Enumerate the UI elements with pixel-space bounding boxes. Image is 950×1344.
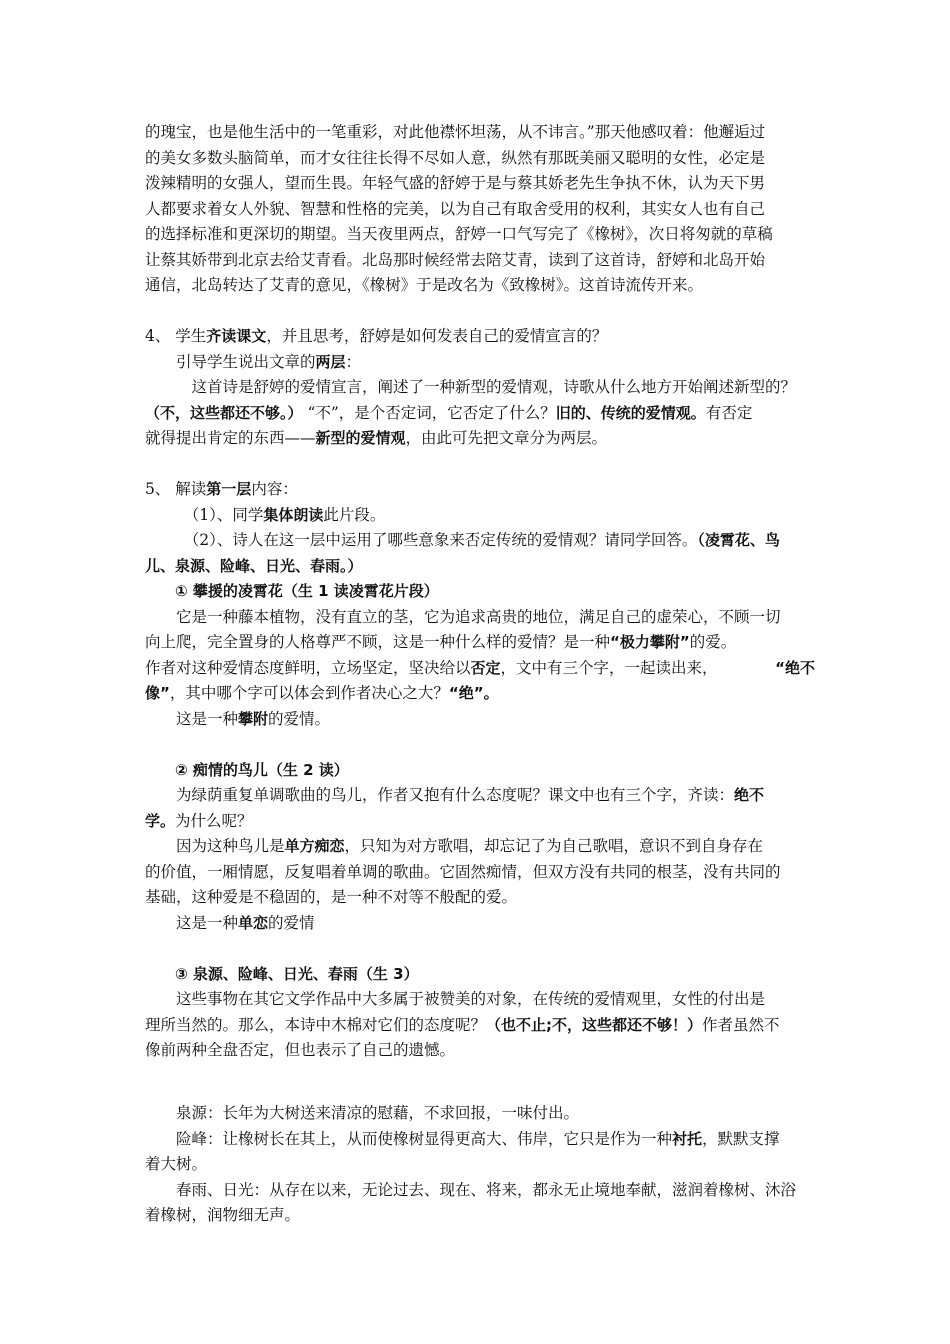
text: 这是一种 bbox=[176, 709, 239, 728]
text-line: 的瑰宝，也是他生活中的一笔重彩，对此他襟怀坦荡，从不讳言。”那天他感叹着：他邂逅过 bbox=[145, 123, 766, 141]
bold-text: 单恋 bbox=[238, 913, 269, 932]
bold-text: 两层 bbox=[315, 352, 346, 371]
text: 的爱情。 bbox=[268, 709, 331, 728]
text-line bbox=[145, 401, 815, 427]
text-line bbox=[145, 783, 815, 809]
item-2-continued bbox=[145, 554, 815, 580]
section-5-heading bbox=[145, 477, 815, 503]
bold-text: 旧的、传统的爱情观。 bbox=[555, 403, 706, 422]
text: 理所当然的。那么，本诗中木棉对它们的态度呢？ bbox=[145, 1015, 487, 1034]
bold-text: 第一层 bbox=[206, 480, 252, 498]
text: ，并且思考，舒婷是如何发表自己的爱情宣言的？ bbox=[266, 327, 608, 345]
bold-text: （也不止;不，这些都还不够！） bbox=[486, 1015, 703, 1034]
subsection-1-title: ① 攀援的凌霄花（生 1 读凌霄花片段） bbox=[175, 582, 439, 600]
text-line bbox=[145, 656, 815, 682]
bold-text: “绝不 bbox=[775, 658, 815, 677]
text-line bbox=[145, 809, 815, 835]
text-line: 像前两种全盘否定，但也表示了自己的遗憾。 bbox=[145, 1041, 456, 1059]
text: 4、 学生 bbox=[145, 327, 207, 345]
text-line: 的选择标准和更深切的期望。当天夜里两点，舒婷一口气写完了《橡树》，次日将匆就的草稿 bbox=[145, 225, 773, 243]
text-line: 的美女多数头脑简单，而才女往往长得不尽如人意，纵然有那既美丽又聪明的女性，必定是 bbox=[145, 148, 766, 167]
text-line bbox=[145, 1013, 815, 1039]
text: （1）、同学 bbox=[183, 505, 264, 524]
text-line: 着大树。 bbox=[145, 1155, 208, 1173]
bold-text: 否定 bbox=[470, 658, 501, 677]
text-line: 泼辣精明的女强人，望而生畏。年轻气盛的舒婷于是与蔡其娇老先生争执不休，认为天下男 bbox=[145, 174, 766, 192]
peak-line bbox=[145, 1127, 815, 1153]
text-line: 它是一种藤本植物，没有直立的茎，它为追求高贵的地位，满足自己的虚荣心，不顾一切 bbox=[176, 607, 781, 626]
text: 作者对这种爱情态度鲜明，立场坚定，坚决给以 bbox=[145, 658, 471, 677]
item-2 bbox=[145, 528, 815, 554]
document-page bbox=[145, 120, 815, 1229]
bold-text: 攀附 bbox=[238, 709, 269, 728]
text: 有否定 bbox=[705, 403, 753, 422]
text: ，由此可先把文章分为两层。 bbox=[405, 429, 608, 447]
text: “不”，是个否定词，它否定了什么？ bbox=[302, 403, 556, 422]
text: 向上爬，完全置身的人格尊严不顾，这是一种什么样的爱情？是一种 bbox=[145, 633, 611, 651]
bold-text: “绝”。 bbox=[448, 684, 499, 702]
bold-text: 衬托 bbox=[672, 1129, 703, 1148]
text-line: 让蔡其娇带到北京去给艾青看。北岛那时候经常去陪艾青，读到了这首诗，舒婷和北岛开始 bbox=[145, 250, 766, 269]
bold-text: （不，这些都还不够。） bbox=[145, 403, 303, 422]
text-line: 的价值，一厢情愿，反复唱着单调的歌曲。它固然痴情，但双方没有共同的根茎，没有共同的 bbox=[145, 862, 781, 881]
subsection-3-title: ③ 泉源、险峰、日光、春雨（生 3） bbox=[175, 964, 419, 983]
text: （2）、诗人在这一层中运用了哪些意象来否定传统的爱情观？请同学回答。 bbox=[183, 531, 698, 549]
text: ，默默支撑 bbox=[702, 1129, 780, 1148]
bold-text: “极力攀附” bbox=[610, 633, 690, 651]
text-line bbox=[145, 707, 815, 733]
spring-line: 泉源：长年为大树送来清凉的慰藉，不求回报，一味付出。 bbox=[176, 1104, 580, 1122]
guide-line bbox=[145, 350, 815, 376]
text-line: 这首诗是舒婷的爱情宣言，阐述了一种新型的爱情观，诗歌从什么地方开始阐述新型的？ bbox=[191, 378, 797, 396]
text: 5、 解读 bbox=[145, 480, 207, 498]
text: ，其中哪个字可以体会到作者决心之大？ bbox=[169, 684, 449, 702]
bold-text: 集体朗读 bbox=[263, 505, 324, 524]
bold-text: 新型的爱情观 bbox=[315, 429, 406, 447]
text-line bbox=[145, 911, 815, 937]
text: 此片段。 bbox=[323, 505, 386, 524]
text: 险峰：让橡树长在其上，从而使橡树显得更高大、伟岸，它只是作为一种 bbox=[176, 1129, 673, 1148]
text: ，只知为对方歌唱，却忘记了为自己歌唱，意识不到自身存在 bbox=[344, 837, 764, 855]
text-line bbox=[145, 630, 815, 656]
bold-text: 像” bbox=[145, 684, 170, 702]
text-line bbox=[145, 426, 815, 452]
text: 因为这种鸟儿是 bbox=[176, 837, 285, 855]
text-line: 这些事物在其它文学作品中大多属于被赞美的对象，在传统的爱情观里，女性的付出是 bbox=[176, 990, 766, 1008]
text: 就得提出肯定的东西—— bbox=[145, 429, 316, 447]
text-line bbox=[145, 681, 815, 707]
rain-line: 春雨、日光：从存在以来，无论过去、现在、将来，都永无止境地奉献，滋润着橡树、沐浴 bbox=[176, 1180, 797, 1199]
section-5 bbox=[145, 477, 815, 1229]
text-line: 基础，这种爱是不稳固的，是一种不对等不般配的爱。 bbox=[145, 888, 518, 906]
bold-text: 儿、泉源、险峰、日光、春雨。） bbox=[145, 556, 363, 575]
text-line: 通信，北岛转达了艾青的意见，《橡树》于是改名为《致橡树》。这首诗流传开来。 bbox=[145, 276, 704, 294]
text-line: 着橡树，润物细无声。 bbox=[145, 1206, 301, 1224]
text: ，文中有三个字，一起读出来， bbox=[500, 658, 718, 677]
text: 内容： bbox=[251, 480, 298, 498]
text-line: 人都要求着女人外貌、智慧和性格的完美，以为自己有取舍受用的权利，其实女人也有自己 bbox=[145, 199, 766, 218]
subsection-2-title: ② 痴情的鸟儿（生 2 读） bbox=[175, 760, 349, 779]
section-4 bbox=[145, 324, 815, 452]
intro-paragraph bbox=[145, 120, 815, 299]
text: 作者虽然不 bbox=[702, 1015, 780, 1034]
bold-text: 学。 bbox=[145, 811, 176, 830]
bold-text: 单方痴恋 bbox=[284, 837, 345, 855]
section-4-question bbox=[145, 324, 815, 350]
text: 为什么呢？ bbox=[175, 811, 253, 830]
text: ： bbox=[345, 352, 362, 371]
text-line bbox=[145, 834, 815, 860]
text: 的爱。 bbox=[689, 633, 737, 651]
text: 引导学生说出文章的 bbox=[176, 352, 316, 371]
bold-text: 绝不 bbox=[734, 786, 765, 804]
text: 为绿荫重复单调歌曲的鸟儿，作者又抱有什么态度呢？课文中也有三个字，齐读： bbox=[176, 786, 735, 804]
bold-text: （凌霄花、鸟 bbox=[697, 531, 780, 549]
item-1 bbox=[145, 503, 815, 529]
text: 这是一种 bbox=[176, 913, 239, 932]
text: 的爱情 bbox=[268, 913, 315, 932]
bold-text: 齐读课文 bbox=[206, 327, 267, 345]
